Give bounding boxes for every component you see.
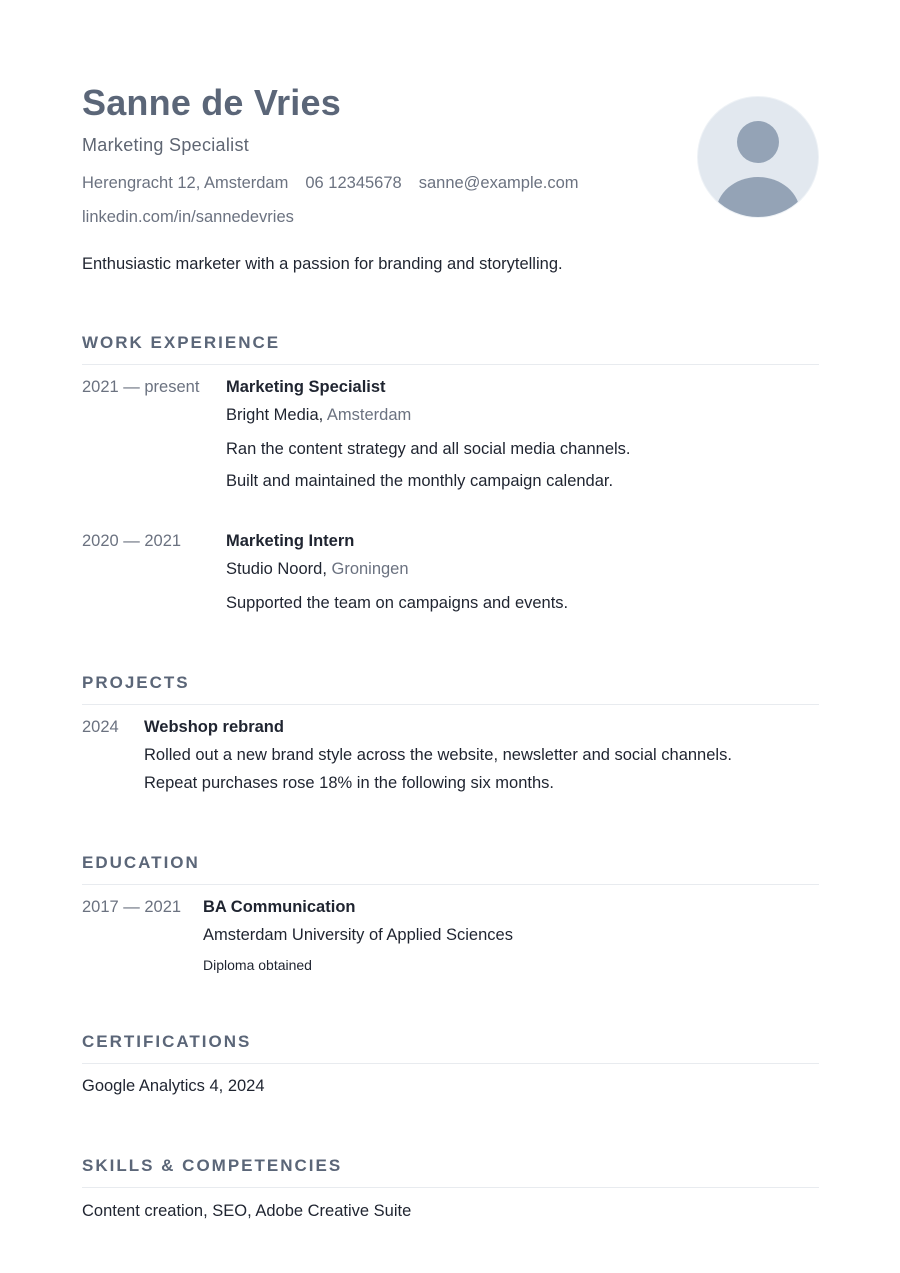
- profile-summary: Enthusiastic marketer with a passion for branding and storytelling.: [82, 255, 563, 273]
- avatar-body-shape: [716, 177, 800, 217]
- avatar-head-shape: [737, 121, 779, 163]
- job-separator: ,: [322, 560, 332, 578]
- section-title-education: EDUCATION: [82, 853, 200, 872]
- job-employer: [226, 404, 411, 426]
- job-dates: 2020 — 2021: [82, 532, 182, 550]
- job-company: Studio Noord: [226, 560, 323, 578]
- job-company: Bright Media: [226, 406, 319, 424]
- section-title-work-experience: WORK EXPERIENCE: [82, 333, 281, 352]
- project-name: Webshop rebrand: [144, 718, 284, 736]
- job-dates: 2021 — present: [82, 378, 200, 396]
- job-location: Amsterdam: [326, 406, 412, 424]
- section-title-projects: PROJECTS: [82, 673, 190, 692]
- contact-line: [82, 172, 596, 194]
- education-note: Diploma obtained: [203, 957, 312, 973]
- section-divider: [82, 364, 819, 365]
- job-title: Marketing Specialist: [82, 135, 250, 155]
- job-role: Marketing Intern: [226, 532, 355, 550]
- certification-item: Google Analytics 4, 2024: [82, 1077, 265, 1095]
- job-bullet: Supported the team on campaigns and events.: [226, 594, 569, 612]
- job-separator: ,: [318, 406, 327, 424]
- section-divider: [82, 1063, 819, 1064]
- education-degree: BA Communication: [203, 898, 356, 916]
- skills-list: Content creation, SEO, Adobe Creative Suite: [82, 1202, 412, 1220]
- section-divider: [82, 1187, 819, 1188]
- address-text: Herengracht 12, Amsterdam: [82, 174, 289, 192]
- email-link[interactable]: sanne@example.com: [418, 174, 579, 192]
- project-year: 2024: [82, 718, 119, 736]
- avatar-placeholder: [698, 97, 818, 217]
- linkedin-link[interactable]: linkedin.com/in/sannedevries: [82, 208, 294, 226]
- job-employer: [226, 558, 409, 580]
- section-divider: [82, 884, 819, 885]
- section-title-skills: SKILLS & COMPETENCIES: [82, 1156, 343, 1175]
- job-role: Marketing Specialist: [226, 378, 386, 396]
- education-dates: 2017 — 2021: [82, 898, 182, 916]
- project-description: Repeat purchases rose 18% in the following six months.: [144, 774, 554, 792]
- job-location: Groningen: [331, 560, 409, 578]
- candidate-name: Sanne de Vries: [82, 82, 341, 123]
- section-divider: [82, 704, 819, 705]
- project-description: Rolled out a new brand style across the website, newsletter and social channels.: [144, 746, 732, 764]
- job-bullet: Ran the content strategy and all social media channels.: [226, 440, 631, 458]
- section-title-certifications: CERTIFICATIONS: [82, 1032, 252, 1051]
- job-bullet: Built and maintained the monthly campaign calendar.: [226, 472, 614, 490]
- phone-text: 06 12345678: [305, 174, 402, 192]
- education-school: Amsterdam University of Applied Sciences: [203, 926, 513, 944]
